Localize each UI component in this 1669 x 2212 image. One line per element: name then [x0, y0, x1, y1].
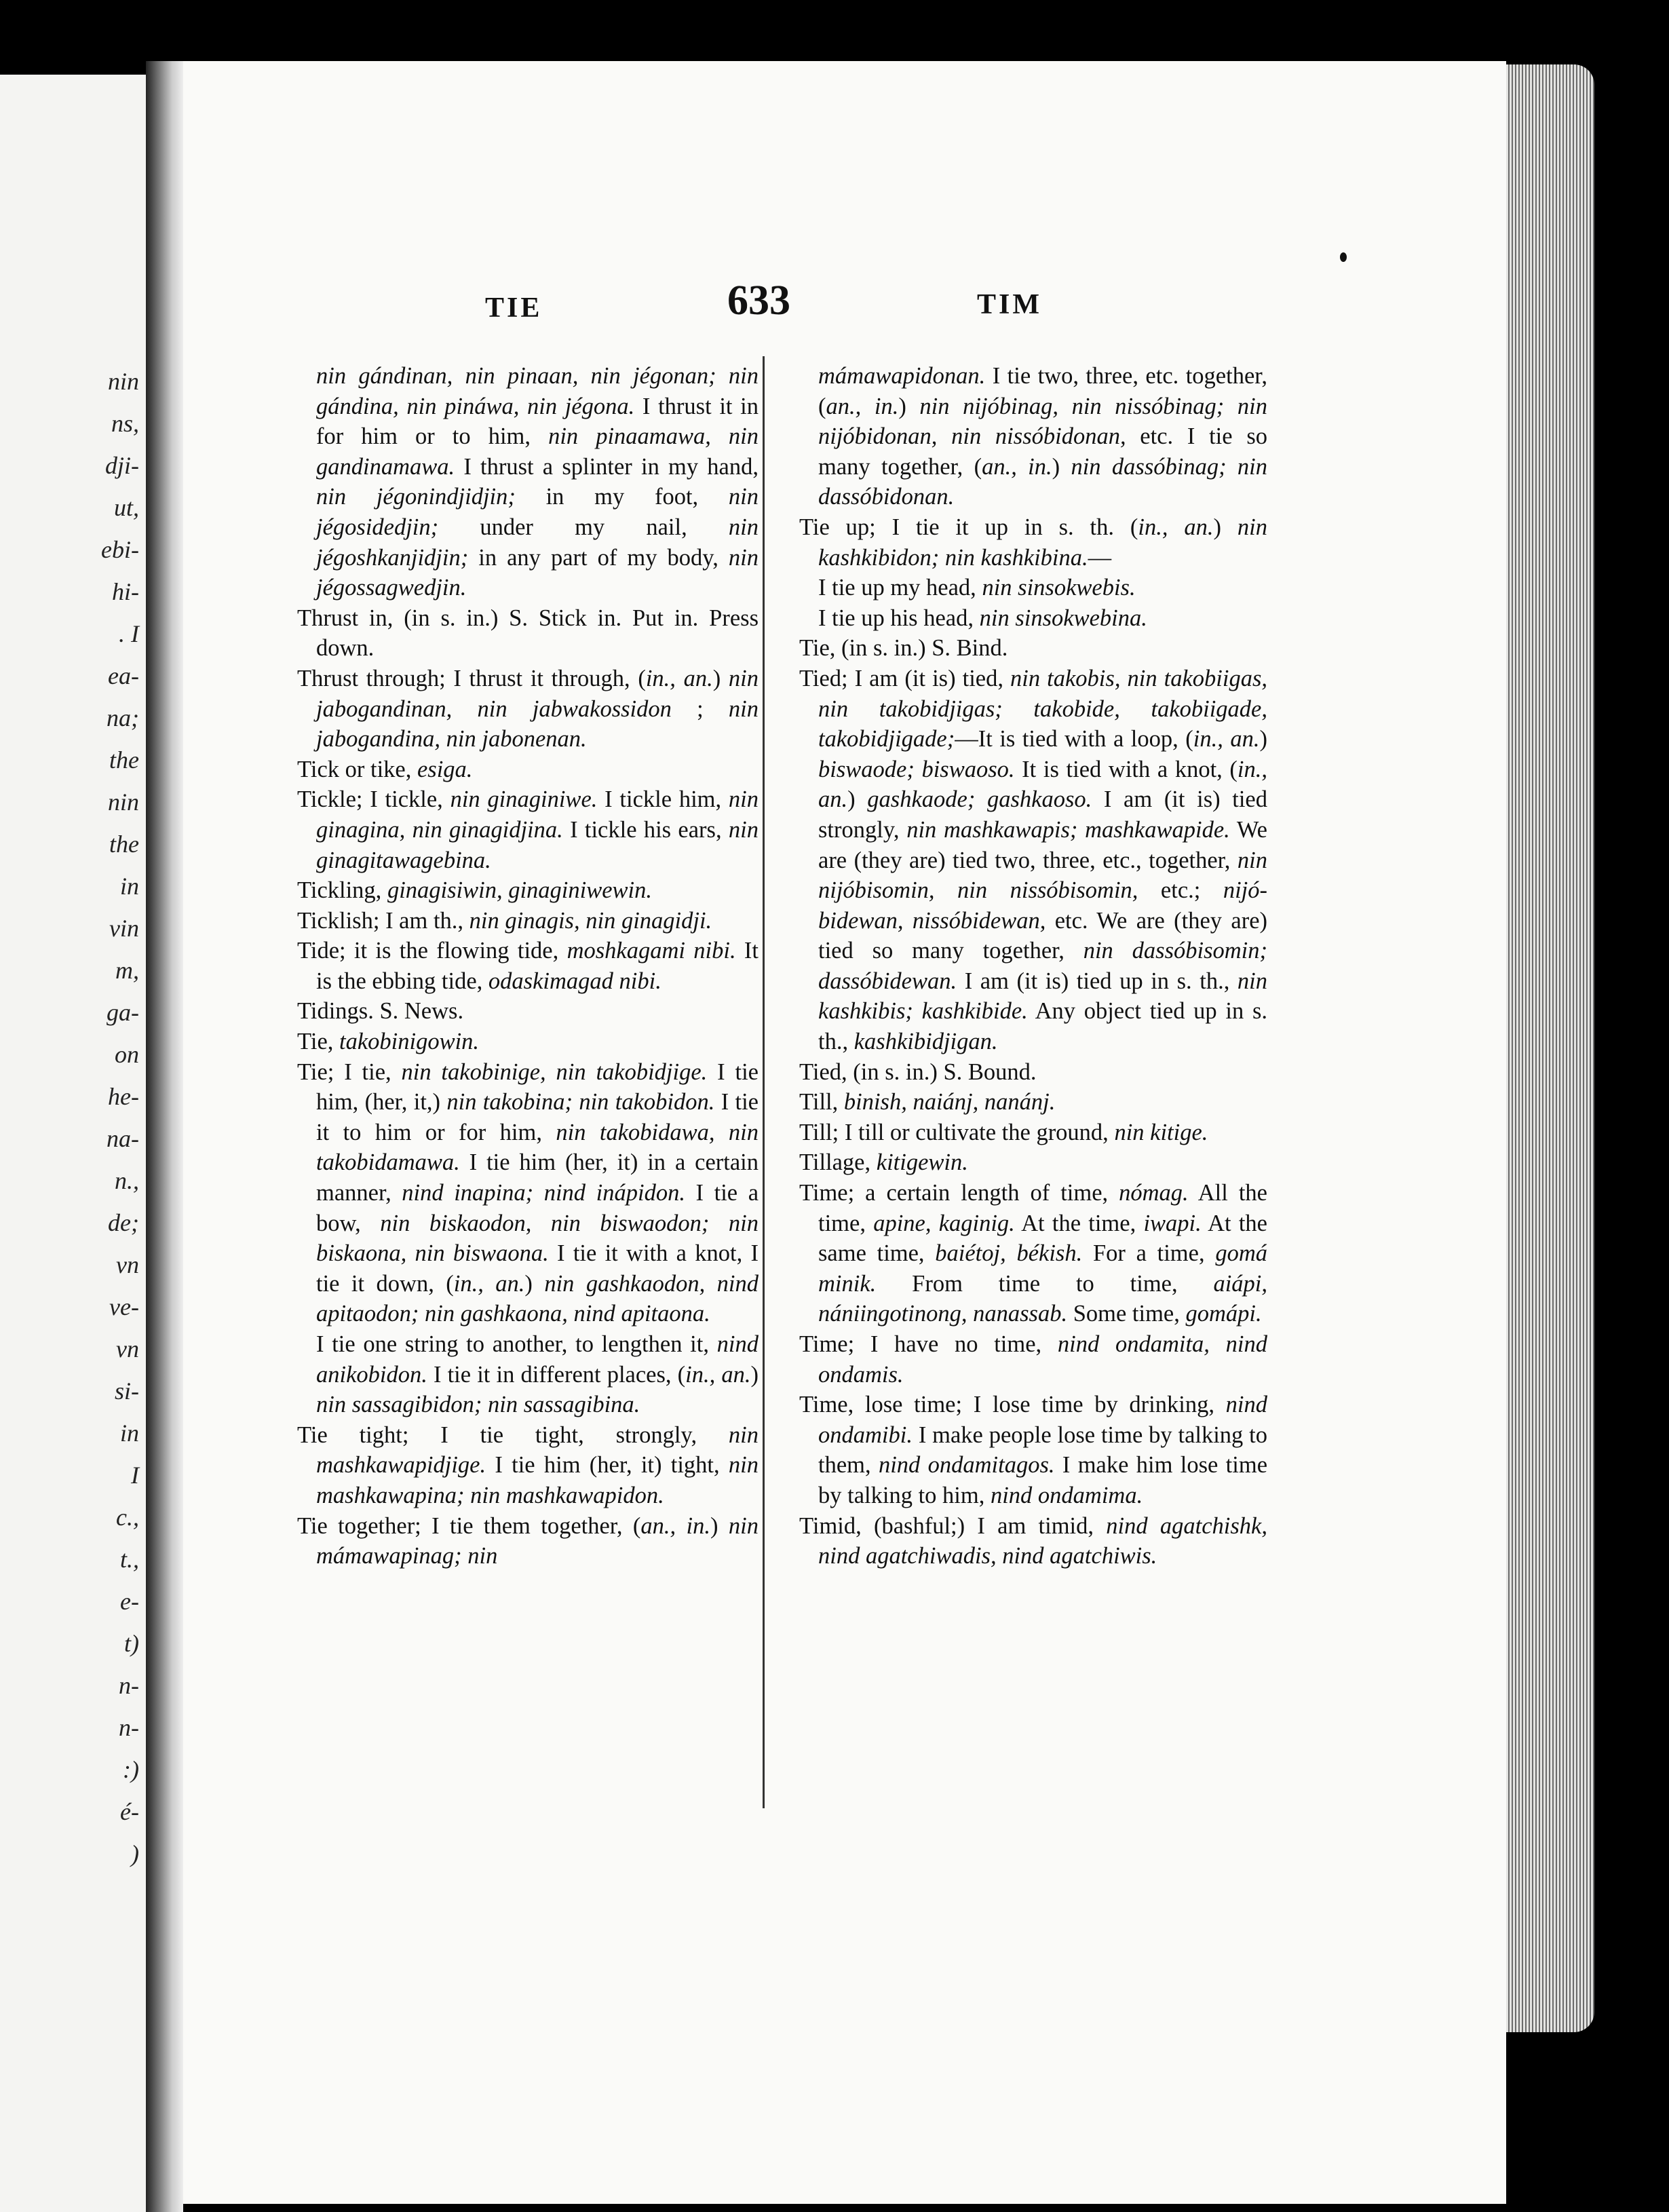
- column-rule: [763, 356, 765, 1808]
- facing-page-fragment: he-: [108, 1083, 139, 1110]
- facing-page-fragment: ): [131, 1840, 139, 1867]
- dictionary-entry: Time; I have no time, nind ondamita, nind ondamis.: [799, 1331, 1267, 1388]
- facing-page-fragment: ga-: [107, 999, 139, 1026]
- dictionary-entry: Tidings. S. News.: [297, 998, 464, 1025]
- dictionary-entry: Tied; I am (it is) tied, nin takobis, nin takobiigas, nin takobidjigas; takobide, takobiigade, takobidjigade;—It is tied with a loop, (in., an.) biswaode; biswaoso. It is tied with a knot, (in., an.) gashkaode; gashkaoso. I am (it is) tied strongly, nin mashkawapis; mashkawapide. We are (they are) tied two, three, etc., together, nin nijóbisomin, nin nissóbisomin, etc.; nijóbidewan, nissóbidewan, etc. We are (they are) tied so many together, nin dassóbisomin; dassóbidewan. I am (it is) tied up in s. th., nin kashkibis; kashkibide. Any object tied up in s. th., kashkibidjigan.: [799, 665, 1267, 1055]
- dictionary-entry: Tie together; I tie them together, (an., in.) nin mámawapinag; nin: [297, 1512, 759, 1569]
- facing-page-fragment: de;: [108, 1209, 139, 1236]
- dictionary-entry: mámawapidonan. I tie two, three, etc. together, (an., in.) nin nijóbinag, nin nissóbinag; nin nijóbidonan, nin nissóbidonan, etc. I tie so many together, (an., in.) nin dassóbinag; nin dassóbidonan.: [818, 363, 1267, 510]
- facing-page-fragment: :): [123, 1756, 139, 1783]
- facing-page-fragment: ns,: [111, 410, 139, 437]
- dictionary-entry: nin gándinan, nin pinaan, nin jégonan; nin gándina, nin pináwa, nin jégona. I thrust it in for him or to him, nin pinaamawa, nin gandinamawa. I thrust a splinter in my hand, nin jégonindjidjin; in my foot, nin jégosidedjin; under my nail, nin jégoshkanjidjin; in any part of my body, nin jégossagwedjin.: [316, 363, 759, 601]
- dictionary-entry: Timid, (bashful;) I am timid, nind agatchishk, nind agatchiwadis, nind agatchiwis.: [799, 1512, 1267, 1569]
- facing-page-fragment: dji-: [105, 452, 139, 479]
- dictionary-entry: Tickle; I tickle, nin ginaginiwe. I tickle him, nin ginagina, nin ginagidjina. I tickle his ears, nin ginagitawagebina.: [297, 786, 759, 873]
- dictionary-entry: Time; a certain length of time, nómag. All the time, apine, kaginig. At the time, iwapi. At the same time, baiétoj, békish. For a time, gomá minik. From time to time, aiápi, nániingotinong, nanassab. Some time, gomápi.: [799, 1180, 1267, 1327]
- dictionary-entry: Till; I till or cultivate the ground, nin kitige.: [799, 1119, 1208, 1145]
- dictionary-entry: Tillage, kitigewin.: [799, 1149, 968, 1176]
- facing-page-fragment: ebi-: [101, 536, 139, 563]
- facing-page-fragment: hi-: [112, 578, 139, 605]
- facing-page-fragment: t): [124, 1630, 139, 1657]
- dictionary-entry: Tie, takobinigowin.: [297, 1029, 480, 1055]
- left-column: [297, 361, 759, 1571]
- dictionary-entry: I tie one string to another, to lengthen it, nind anikobidon. I tie it in different places, (in., an.) nin sassagibidon; nin sassagibina.: [316, 1331, 759, 1418]
- dictionary-entry: Thrust through; I thrust it through, (in., an.) nin jabogandinan, nin jabwakossidon ; nin jabogandina, nin jabonenan.: [297, 665, 759, 752]
- dictionary-entry: Tie tight; I tie tight, strongly, nin mashkawapidjige. I tie him (her, it) tight, nin mashkawapina; nin mashkawapidon.: [297, 1422, 759, 1508]
- running-head-left: TIE: [485, 292, 543, 324]
- facing-page-fragment: na-: [107, 1125, 139, 1152]
- ink-dot: [1340, 252, 1347, 262]
- facing-page: [0, 75, 146, 2212]
- dictionary-entry: Till, binish, naiánj, nanánj.: [799, 1089, 1056, 1115]
- facing-page-fragment: t.,: [119, 1546, 139, 1573]
- facing-page-fragment: c.,: [116, 1504, 139, 1531]
- right-column: [799, 361, 1267, 1571]
- facing-page-fragment: nin: [107, 368, 139, 395]
- dictionary-entry: Tick or tike, esiga.: [297, 756, 473, 782]
- facing-page-fragment: n-: [119, 1714, 139, 1741]
- facing-page-fragment: in: [119, 1419, 139, 1447]
- facing-page-fragment: vn: [116, 1335, 139, 1362]
- dictionary-entry: Tied, (in s. in.) S. Bound.: [799, 1059, 1037, 1085]
- facing-page-fragment: n.,: [115, 1167, 139, 1194]
- dictionary-entry: Tie up; I tie it up in s. th. (in., an.) nin kashkibidon; nin kashkibina.—: [799, 514, 1267, 571]
- facing-page-fragment: si-: [115, 1377, 139, 1405]
- facing-page-fragment: ut,: [113, 494, 139, 521]
- dictionary-entry: I tie up his head, nin sinsokwebina.: [818, 605, 1147, 631]
- facing-page-fragment: e-: [120, 1588, 139, 1615]
- facing-page-fragment: on: [115, 1041, 139, 1068]
- facing-page-fragment: vn: [116, 1251, 139, 1278]
- facing-page-fragment: ea-: [108, 662, 139, 689]
- running-head-right: TIM: [977, 289, 1042, 320]
- dictionary-entry: Time, lose time; I lose time by drinking, nind ondamibi. I make people lose time by talking to them, nind ondamitagos. I make him lose time by talking to him, nind ondamima.: [799, 1392, 1268, 1508]
- dictionary-entry: Tie, (in s. in.) S. Bind.: [799, 635, 1008, 662]
- page-number: 633: [727, 278, 790, 324]
- dictionary-entry: Thrust in, (in s. in.) S. Stick in. Put in. Press down.: [297, 605, 759, 662]
- facing-page-fragment: ve-: [109, 1293, 139, 1320]
- book-gutter: [146, 61, 183, 2212]
- facing-page-fragment: m,: [115, 957, 139, 984]
- facing-page-fragment: vin: [109, 915, 139, 942]
- facing-page-fragment: é-: [120, 1798, 139, 1825]
- dictionary-entry: Tickling, ginagisiwin, ginaginiwewin.: [297, 877, 653, 904]
- facing-page-fragment: the: [109, 746, 139, 774]
- facing-page-fragment: na;: [107, 704, 139, 731]
- dictionary-entry: I tie up my head, nin sinsokwebis.: [818, 575, 1136, 601]
- dictionary-entry: Tide; it is the flowing tide, moshkagami nibi. It is the ebbing tide, odaskimagad nibi.: [297, 938, 759, 994]
- facing-page-fragment: I: [131, 1462, 139, 1489]
- facing-page-fragment: . I: [119, 620, 139, 647]
- facing-page-fragment: the: [109, 831, 139, 858]
- dictionary-entry: Ticklish; I am th., nin ginagis, nin ginagidji.: [297, 907, 712, 934]
- facing-page-fragment: nin: [107, 788, 139, 816]
- facing-page-fragment: n-: [119, 1672, 139, 1699]
- facing-page-fragment: in: [119, 873, 139, 900]
- dictionary-entry: Tie; I tie, nin takobinige, nin takobidjige. I tie him, (her, it,) nin takobina; nin takobidon. I tie it to him or for him, nin takobidawa, nin takobidamawa. I tie him (her, it) in a certain manner, nind inapina; nind inápidon. I tie a bow, nin biskaodon, nin biswaodon; nin biskaona, nin biswaona. I tie it with a knot, I tie it down, (in., an.) nin gashkaodon, nind apitaodon; nin gashkaona, nind apitaona.: [297, 1059, 759, 1327]
